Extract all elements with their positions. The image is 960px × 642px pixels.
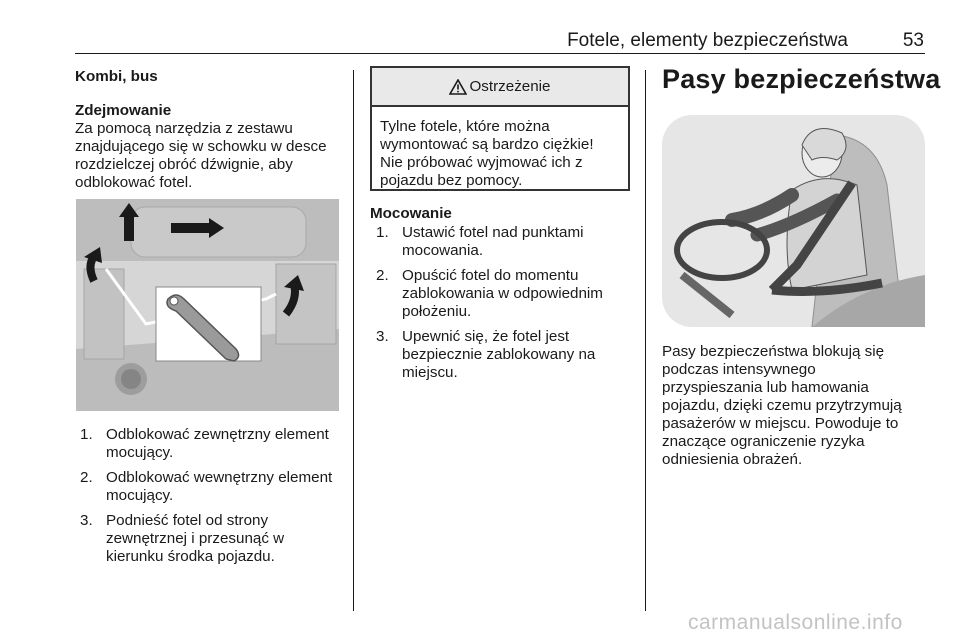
intro-line: znajdującego się w schowku w desce xyxy=(75,138,327,155)
body-line: odniesienia obrażeń. xyxy=(662,451,803,468)
intro-line: odblokować fotel. xyxy=(75,174,193,191)
intro-line: rozdzielczej obróć dźwignie, aby xyxy=(75,156,293,173)
list-item xyxy=(80,512,348,566)
warning-text xyxy=(372,107,628,190)
step-number: 3. xyxy=(80,512,93,529)
section-title: Kombi, bus xyxy=(75,68,158,85)
step-line: Podnieść fotel od strony xyxy=(106,512,269,529)
step-line: miejscu. xyxy=(402,364,458,381)
body-line: Pasy bezpieczeństwa blokują się xyxy=(662,343,885,360)
step-line: zablokowania w odpowiednim xyxy=(402,285,603,302)
warning-box xyxy=(370,66,630,191)
list-item xyxy=(376,267,640,321)
warning-line: Nie próbować wyjmować ich z xyxy=(380,154,583,171)
warning-line: Tylne fotele, które można xyxy=(380,118,550,135)
header-rule xyxy=(75,53,925,54)
list-item xyxy=(376,328,640,382)
mounting-section xyxy=(370,205,640,389)
warning-header xyxy=(372,68,628,107)
warning-title: Ostrzeżenie xyxy=(469,78,551,95)
subheading-removal: Zdejmowanie xyxy=(75,102,172,119)
intro-line: Za pomocą narzędzia z zestawu xyxy=(75,120,293,137)
body-line: pasażerów w miejscu. Powoduje to xyxy=(662,415,899,432)
intro-paragraph xyxy=(75,120,345,192)
step-line: położeniu. xyxy=(402,303,472,320)
step-number: 3. xyxy=(376,328,389,345)
step-number: 1. xyxy=(80,426,93,443)
step-line: mocowania. xyxy=(402,242,484,259)
step-number: 2. xyxy=(80,469,93,486)
warning-line: pojazdu bez pomocy. xyxy=(380,172,523,189)
subheading-mounting: Mocowanie xyxy=(370,205,452,222)
seatbelt-paragraph xyxy=(662,343,932,469)
page-number: 53 xyxy=(902,30,924,51)
step-line: Odblokować wewnętrzny element xyxy=(106,469,333,486)
step-line: Upewnić się, że fotel jest xyxy=(402,328,570,345)
warning-icon xyxy=(449,79,467,95)
site-watermark: carmanualsonline.info xyxy=(688,611,903,634)
body-line: pojazdu, dzięki czemu przytrzymują xyxy=(662,397,902,414)
list-item xyxy=(376,224,640,260)
step-number: 2. xyxy=(376,267,389,284)
list-item xyxy=(80,469,348,505)
left-column-text xyxy=(75,68,345,192)
step-line: zewnętrznej i przesunąć w xyxy=(106,530,285,547)
step-line: Ustawić fotel nad punktami xyxy=(402,224,584,241)
removal-steps xyxy=(80,426,348,573)
seat-release-illustration xyxy=(76,199,339,411)
running-header-title: Fotele, elementy bezpieczeństwa xyxy=(567,30,848,51)
step-line: mocujący. xyxy=(106,444,174,461)
body-line: przyspieszania lub hamowania xyxy=(662,379,869,396)
warning-line: wymontować są bardzo ciężkie! xyxy=(380,136,594,153)
body-line: podczas intensywnego xyxy=(662,361,816,378)
column-divider-right xyxy=(645,70,646,611)
step-line: Opuścić fotel do momentu xyxy=(402,267,579,284)
step-line: kierunku środka pojazdu. xyxy=(106,548,275,565)
step-line: bezpiecznie zablokowany na xyxy=(402,346,596,363)
list-item xyxy=(80,426,348,462)
step-line: Odblokować zewnętrzny element xyxy=(106,426,329,443)
column-divider-left xyxy=(353,70,354,611)
seatbelt-illustration xyxy=(662,115,925,327)
body-line: znaczące ograniczenie ryzyka xyxy=(662,433,865,450)
page-heading: Pasy bezpieczeństwa xyxy=(662,64,941,94)
step-number: 1. xyxy=(376,224,389,241)
step-line: mocujący. xyxy=(106,487,174,504)
